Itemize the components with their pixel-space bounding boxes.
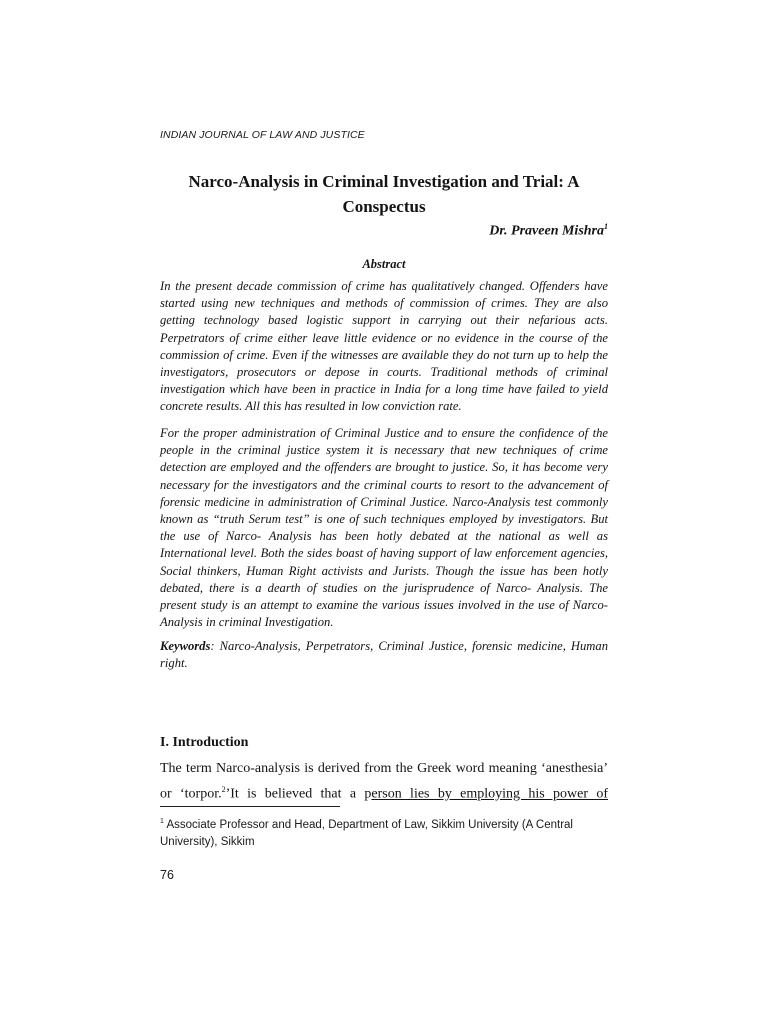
author-name: Dr. Praveen Mishra	[489, 223, 604, 239]
abstract-heading: Abstract	[362, 257, 406, 271]
intro-underlined-text: erson lies by employing his power of	[371, 786, 608, 802]
author-line	[489, 222, 608, 240]
intro-text-1: The term Narco-analysis is derived from the Greek word meaning ‘anesthesia’ or ‘torpor.	[160, 761, 608, 802]
journal-header: INDIAN JOURNAL OF LAW AND JUSTICE	[160, 129, 365, 141]
footnote-text: Associate Professor and Head, Department of Law, Sikkim University (A Central University), Sikkim	[160, 818, 573, 848]
keywords-label: Keywords	[160, 639, 211, 653]
footnote	[160, 813, 608, 851]
keywords-text: : Narco-Analysis, Perpetrators, Criminal Justice, forensic medicine, Human right.	[160, 639, 608, 671]
abstract-paragraph-2: For the proper administration of Criminal Justice and to ensure the confidence of the people in the criminal justice system it is necessary that new techniques of crime detection are employed and the offenders are brought to justice. So, it has become very necessary for the investigators and the criminal courts to resort to the advancement of forensic medicine in administration of Criminal Justice. Narco-Analysis test commonly known as “truth Serum test” is one of such techniques employed by investigators. But the use of Narco- Analysis has been hotly debated at the national as well as International level. Both the sides boast of having support of law enforcement agencies, Social thinkers, Human Right activists and Jurists. Though the issue has been hotly debated, there is a dearth of studies on the jurisprudence of Narco- Analysis. The present study is an attempt to examine the various issues involved in the use of Narco-Analysis in criminal Investigation.	[160, 426, 608, 630]
page-number: 76	[160, 868, 174, 882]
abstract-paragraph-1: In the present decade commission of crime has qualitatively changed. Offenders have started using new techniques and methods of commission of crimes. They are also getting technology based logistic support in carrying out their nefarious acts. Perpetrators of crime either leave little evidence or no evidence in the course of the commission of crime. Even if the witnesses are available they do not turn up to help the investigators, prosecutors or depose in courts. Traditional methods of criminal investigation which have been in practice in India for a long time have failed to yield concrete results. All this has resulted in low conviction rate.	[160, 279, 608, 414]
article-title: Narco-Analysis in Criminal Investigation and Trial: A Conspectus	[188, 172, 580, 216]
author-footnote-mark: 1	[604, 222, 608, 231]
introduction-paragraph	[160, 758, 608, 805]
intro-text-2: ’It is believed that a p	[225, 786, 372, 802]
keywords	[160, 638, 608, 672]
intro-footnote-mark: 2	[221, 785, 226, 794]
introduction-heading: I. Introduction	[160, 735, 249, 750]
footnote-divider	[160, 806, 340, 807]
footnote-mark: 1	[160, 818, 164, 825]
